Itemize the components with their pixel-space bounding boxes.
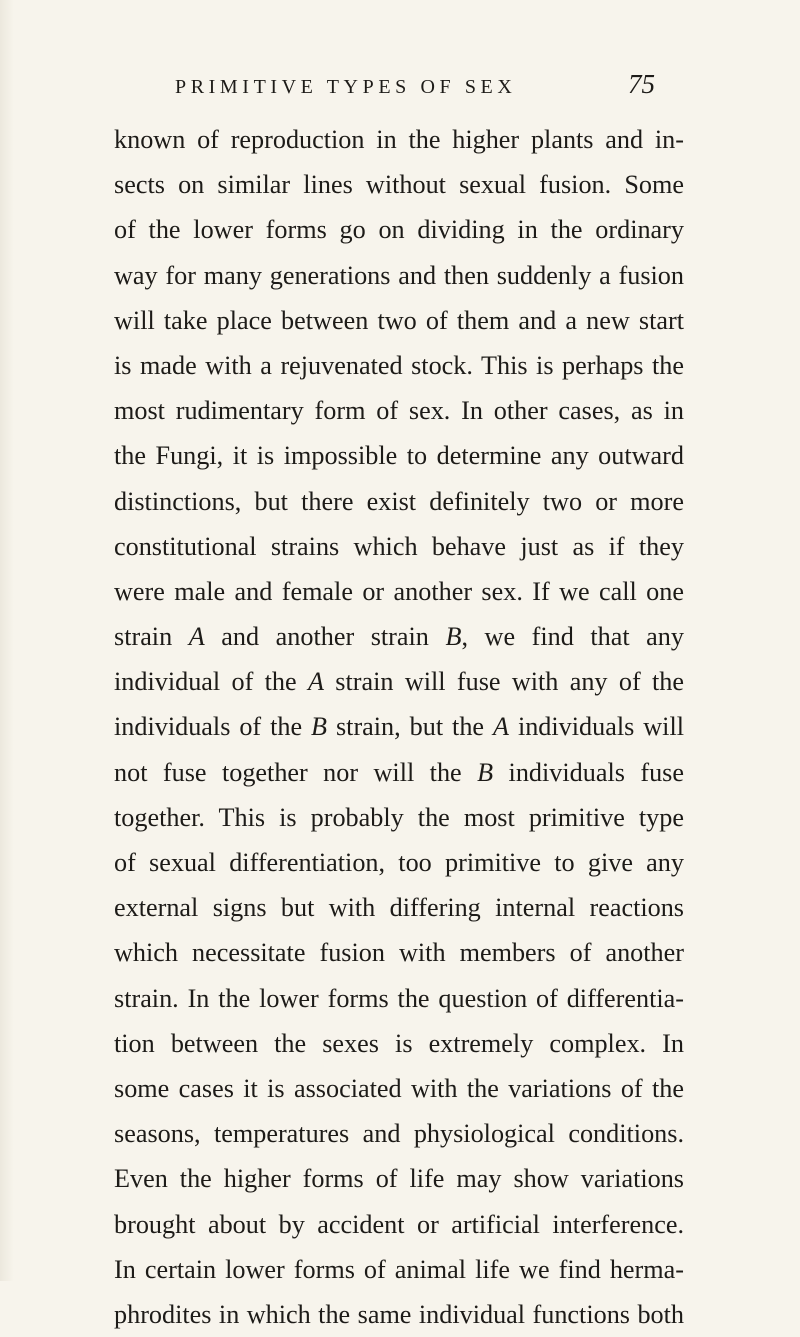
- text-line: distinctions, but there exist definitely two or more: [114, 486, 684, 516]
- text-line: strain A and another strain B, we find that any: [114, 622, 684, 652]
- text-line: sects on similar lines without sexual fusion. Some: [114, 170, 684, 200]
- text-line: individual of the A strain will fuse with any of the: [114, 667, 684, 697]
- text-line: strain. In the lower forms the question of differentia-: [114, 983, 684, 1013]
- text-line: will take place between two of them and a new start: [114, 305, 684, 335]
- body-text: [114, 117, 684, 1337]
- text-line: constitutional strains which behave just as if they: [114, 531, 684, 561]
- text-line: not fuse together nor will the B individuals fuse: [114, 757, 684, 787]
- text-line: tion between the sexes is extremely complex. In: [114, 1028, 684, 1058]
- text-line: way for many generations and then suddenly a fusion: [114, 260, 684, 290]
- text-line: individuals of the B strain, but the A individuals will: [114, 712, 685, 742]
- text-line: external signs but with differing internal reactions: [114, 893, 684, 923]
- italic-letter: A: [493, 712, 509, 742]
- italic-letter: B: [311, 712, 328, 742]
- italic-letter: B: [477, 757, 494, 787]
- text-line: some cases it is associated with the variations of the: [114, 1073, 684, 1103]
- running-head-title: PRIMITIVE TYPES OF SEX: [175, 76, 517, 98]
- text-line: most rudimentary form of sex. In other cases, as in: [114, 396, 684, 426]
- page-edge-shadow: [0, 0, 14, 1281]
- text-line: which necessitate fusion with members of another: [114, 938, 684, 968]
- text-line: known of reproduction in the higher plants and in-: [114, 125, 684, 154]
- text-line: brought about by accident or artificial interference.: [114, 1209, 684, 1239]
- text-line: Even the higher forms of life may show variations: [114, 1164, 684, 1194]
- italic-letter: A: [307, 667, 324, 697]
- text-line: In certain lower forms of animal life we find herma-: [114, 1254, 684, 1284]
- italic-letter: B: [445, 622, 462, 652]
- page-number: 75: [628, 69, 655, 99]
- running-head: [175, 69, 655, 102]
- text-line: of the lower forms go on dividing in the ordinary: [114, 215, 684, 245]
- text-line: of sexual differentiation, too primitive to give any: [114, 848, 684, 877]
- text-line: together. This is probably the most primitive type: [114, 802, 684, 832]
- text-line: were male and female or another sex. If we call one: [114, 576, 684, 606]
- text-line: seasons, temperatures and physiological conditions.: [114, 1119, 684, 1149]
- text-line: phrodites in which the same individual functions both: [114, 1299, 684, 1329]
- italic-letter: A: [188, 622, 205, 652]
- text-line: the Fungi, it is impossible to determine any outward: [114, 441, 684, 471]
- text-line: is made with a rejuvenated stock. This is perhaps the: [114, 350, 684, 380]
